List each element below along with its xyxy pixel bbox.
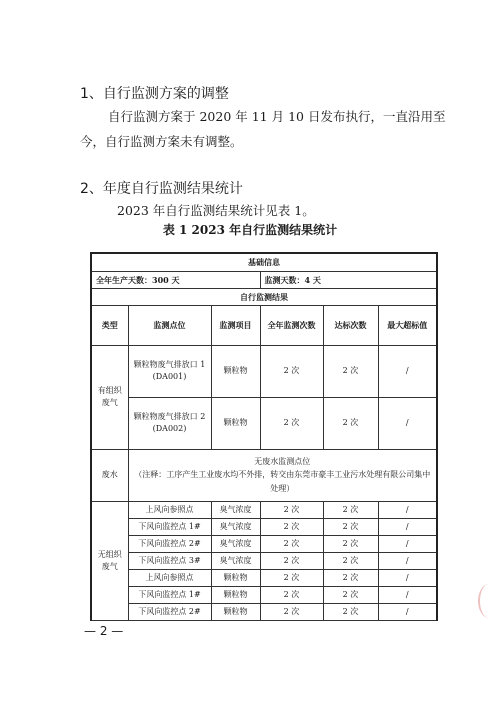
table-row <box>91 518 437 535</box>
pass-count: 2 次 <box>323 552 378 569</box>
annual-count: 2 次 <box>260 535 323 552</box>
annual-count: 2 次 <box>260 552 323 569</box>
pass-count: 2 次 <box>323 586 378 603</box>
table-row <box>91 586 437 603</box>
table-row <box>91 569 437 586</box>
monitoring-point: 颗粒物废气排放口 1 (DA001) <box>128 345 211 397</box>
table-row <box>91 449 437 501</box>
max-exceed: / <box>378 569 437 586</box>
monitoring-point: 下风向监控点 3# <box>128 552 211 569</box>
section2-intro: 2023 年自行监测结果统计见表 1。 <box>117 203 315 218</box>
monitoring-point: 下风向监控点 1# <box>128 518 211 535</box>
table-row <box>91 603 437 620</box>
production-days: 全年生产天数：300 天 <box>91 271 260 288</box>
pass-count: 2 次 <box>323 603 378 620</box>
monitoring-point: 上风向参照点 <box>128 501 211 518</box>
header-max: 最大超标值 <box>378 305 437 345</box>
wastewater-none: 无废水监测点位 <box>254 456 311 466</box>
annual-count: 2 次 <box>260 569 323 586</box>
section1-line2: 今，自行监测方案未有调整。 <box>80 134 243 149</box>
annual-count: 2 次 <box>260 586 323 603</box>
section1-heading: 1、自行监测方案的调整 <box>80 86 229 102</box>
monitoring-point: 下风向监控点 1# <box>128 586 211 603</box>
monitoring-item: 颗粒物 <box>211 569 260 586</box>
monitoring-point: 颗粒物废气排放口 2 (DA002) <box>128 397 211 449</box>
annual-count: 2 次 <box>260 518 323 535</box>
max-exceed: / <box>378 501 437 518</box>
monitoring-point: 下风向监控点 2# <box>128 535 211 552</box>
header-point: 监测点位 <box>128 305 211 345</box>
header-count: 全年监测次数 <box>260 305 323 345</box>
seal-stamp-edge <box>478 584 500 618</box>
monitoring-point: 下风向监控点 2# <box>128 603 211 620</box>
type-unorganized: 无组织废气 <box>91 501 128 620</box>
max-exceed: / <box>378 586 437 603</box>
monitoring-item: 臭气浓度 <box>211 501 260 518</box>
wastewater-remark: （注释：工序产生工业废水均不外排，转交由东莞市豪丰工业污水处理有限公司集中处理） <box>134 470 431 493</box>
section1-line1: 自行监测方案于 2020 年 11 月 10 日发布执行，一直沿用至 <box>108 109 446 124</box>
max-exceed: / <box>378 552 437 569</box>
header-pass: 达标次数 <box>323 305 378 345</box>
monitoring-point: 上风向参照点 <box>128 569 211 586</box>
annual-count: 2 次 <box>260 397 323 449</box>
max-exceed: / <box>378 345 437 397</box>
monitoring-item: 颗粒物 <box>211 345 260 397</box>
max-exceed: / <box>378 518 437 535</box>
table-row <box>91 535 437 552</box>
monitoring-days: 监测天数：4 天 <box>260 271 437 288</box>
monitoring-item: 臭气浓度 <box>211 518 260 535</box>
pass-count: 2 次 <box>323 535 378 552</box>
header-type: 类型 <box>91 305 128 345</box>
results-title: 自行监测结果 <box>91 288 437 305</box>
type-organized: 有组织废气 <box>91 345 128 449</box>
max-exceed: / <box>378 397 437 449</box>
header-item: 监测项目 <box>211 305 260 345</box>
monitoring-item: 颗粒物 <box>211 397 260 449</box>
section2-heading: 2、年度自行监测结果统计 <box>80 181 243 197</box>
max-exceed: / <box>378 603 437 620</box>
table-caption: 表 1 2023 年自行监测结果统计 <box>162 223 338 237</box>
basic-info-header: 基础信息 <box>91 253 437 271</box>
monitoring-results-table <box>90 252 438 621</box>
table-row <box>91 345 437 397</box>
pass-count: 2 次 <box>323 518 378 535</box>
table-row <box>91 397 437 449</box>
monitoring-item: 颗粒物 <box>211 603 260 620</box>
annual-count: 2 次 <box>260 345 323 397</box>
pass-count: 2 次 <box>323 569 378 586</box>
page-number: — 2 — <box>84 624 124 638</box>
pass-count: 2 次 <box>323 397 378 449</box>
pass-count: 2 次 <box>323 345 378 397</box>
pass-count: 2 次 <box>323 501 378 518</box>
table-row <box>91 552 437 569</box>
wastewater-note <box>128 449 437 501</box>
annual-count: 2 次 <box>260 501 323 518</box>
monitoring-item: 颗粒物 <box>211 586 260 603</box>
type-wastewater: 废水 <box>91 449 128 501</box>
max-exceed: / <box>378 535 437 552</box>
annual-count: 2 次 <box>260 603 323 620</box>
monitoring-item: 臭气浓度 <box>211 552 260 569</box>
table-row <box>91 501 437 518</box>
monitoring-item: 臭气浓度 <box>211 535 260 552</box>
